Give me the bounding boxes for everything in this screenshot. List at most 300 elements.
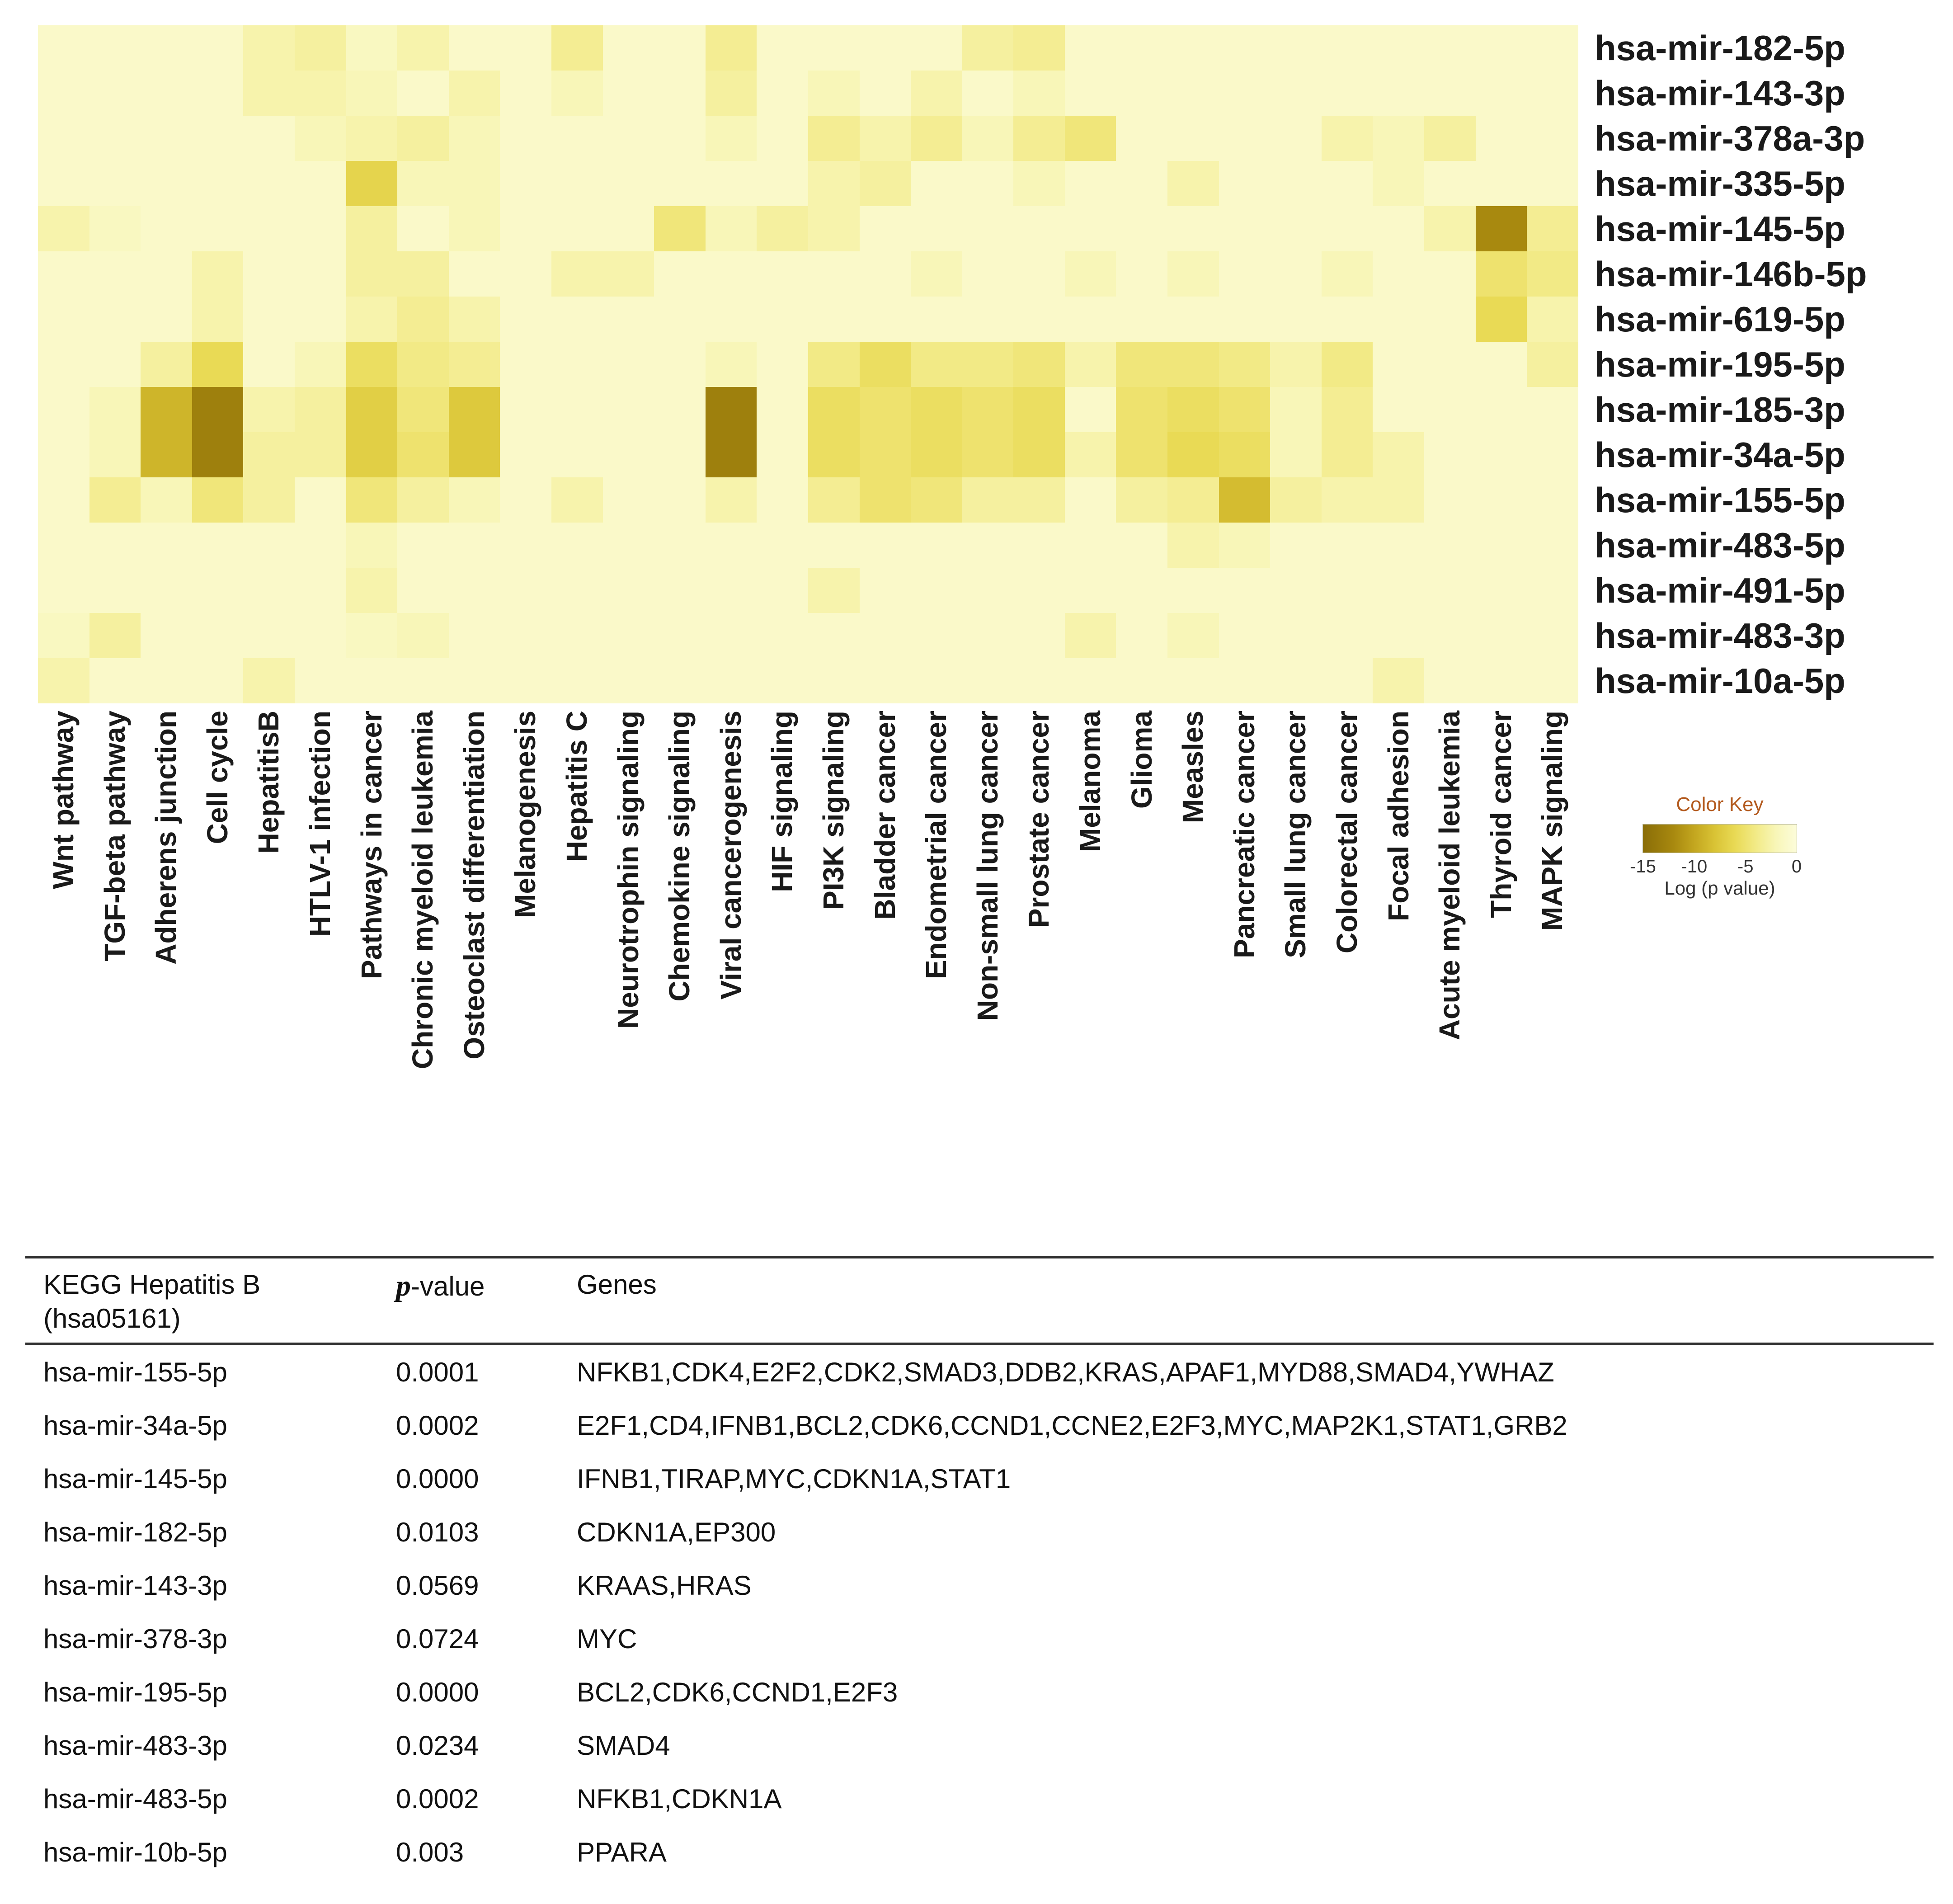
- heatmap-cell: [295, 523, 346, 568]
- heatmap-cell: [654, 523, 706, 568]
- heatmap-cell: [603, 342, 654, 387]
- heatmap-cell: [654, 297, 706, 342]
- heatmap-cell: [911, 658, 962, 703]
- heatmap-cell: [346, 477, 398, 523]
- heatmap-column-label: Glioma: [1125, 711, 1158, 809]
- heatmap-cell: [1527, 432, 1578, 477]
- heatmap-column-label: Melanogenesis: [509, 711, 542, 918]
- heatmap-cell: [1013, 25, 1065, 71]
- gene-table-row: [25, 1559, 1934, 1612]
- heatmap-cell: [603, 387, 654, 432]
- color-key-tick-label: -10: [1681, 857, 1708, 877]
- heatmap-cell: [1219, 658, 1271, 703]
- heatmap-cell: [551, 568, 603, 613]
- heatmap-cell: [962, 477, 1014, 523]
- gene-table-genes: NFKB1,CDK4,E2F2,CDK2,SMAD3,DDB2,KRAS,APAF1,MYD88,SMAD4,YWHAZ: [577, 1357, 1554, 1387]
- heatmap-cell: [706, 161, 757, 206]
- heatmap-cell: [1167, 71, 1219, 116]
- heatmap-cell: [192, 568, 244, 613]
- heatmap-row-label: hsa-mir-195-5p: [1595, 344, 1845, 384]
- heatmap-cell: [346, 613, 398, 658]
- heatmap-cell: [808, 523, 860, 568]
- heatmap-cell: [1424, 297, 1476, 342]
- heatmap-cell: [1065, 71, 1116, 116]
- heatmap-cell: [551, 342, 603, 387]
- heatmap-cell: [1424, 206, 1476, 251]
- heatmap-cell: [962, 71, 1014, 116]
- table-header-pvalue-rest: -value: [411, 1271, 485, 1301]
- heatmap-cell: [1270, 432, 1322, 477]
- heatmap-cell: [808, 613, 860, 658]
- heatmap-cell: [1527, 568, 1578, 613]
- gene-table-row: [25, 1452, 1934, 1505]
- heatmap-cell: [1476, 613, 1527, 658]
- heatmap-cell: [962, 432, 1014, 477]
- gene-table-mirna: hsa-mir-145-5p: [43, 1463, 227, 1494]
- gene-table-mirna: hsa-mir-378-3p: [43, 1623, 227, 1654]
- heatmap-cell: [1065, 387, 1116, 432]
- heatmap-cell: [1527, 477, 1578, 523]
- heatmap-cell: [757, 206, 808, 251]
- heatmap-cell: [860, 161, 911, 206]
- heatmap-cell: [1270, 206, 1322, 251]
- heatmap-cell: [89, 251, 141, 297]
- heatmap-cell: [551, 387, 603, 432]
- heatmap-cell: [243, 25, 295, 71]
- heatmap-cell: [397, 297, 449, 342]
- heatmap-cell: [860, 297, 911, 342]
- heatmap-cell: [141, 342, 192, 387]
- heatmap-cell: [757, 568, 808, 613]
- heatmap-cell: [89, 297, 141, 342]
- heatmap-cell: [706, 342, 757, 387]
- heatmap-cell: [860, 523, 911, 568]
- heatmap-cell: [757, 342, 808, 387]
- heatmap-cell: [1116, 342, 1167, 387]
- heatmap-cell: [808, 477, 860, 523]
- heatmap-cell: [1065, 206, 1116, 251]
- heatmap-cell: [1476, 71, 1527, 116]
- heatmap-row-label: hsa-mir-146b-5p: [1595, 254, 1867, 294]
- heatmap-cell: [38, 387, 89, 432]
- heatmap-cell: [1476, 658, 1527, 703]
- heatmap-cell: [911, 71, 962, 116]
- heatmap-cell: [1373, 116, 1424, 161]
- color-key: [1623, 793, 1817, 899]
- heatmap-cell: [192, 613, 244, 658]
- heatmap-cell: [860, 116, 911, 161]
- heatmap-cell: [346, 206, 398, 251]
- gene-table-pvalue: 0.0002: [396, 1783, 479, 1814]
- heatmap-cell: [1476, 477, 1527, 523]
- heatmap-cell: [243, 568, 295, 613]
- heatmap-cell: [38, 477, 89, 523]
- heatmap-cell: [397, 477, 449, 523]
- heatmap-cell: [962, 658, 1014, 703]
- heatmap-cell: [1065, 613, 1116, 658]
- heatmap-cell: [89, 71, 141, 116]
- heatmap-cell: [757, 432, 808, 477]
- heatmap-row-label: hsa-mir-145-5p: [1595, 209, 1845, 249]
- heatmap-cell: [962, 568, 1014, 613]
- heatmap-cell: [1167, 342, 1219, 387]
- heatmap-cell: [141, 71, 192, 116]
- heatmap-cell: [397, 25, 449, 71]
- heatmap-cell: [1322, 251, 1373, 297]
- heatmap-cell: [449, 161, 500, 206]
- heatmap-cell: [346, 116, 398, 161]
- heatmap-cell: [1167, 477, 1219, 523]
- heatmap-cell: [1373, 387, 1424, 432]
- heatmap-cell: [1167, 251, 1219, 297]
- gene-table-pvalue: 0.0000: [396, 1677, 479, 1707]
- heatmap-cell: [192, 25, 244, 71]
- heatmap-cell: [603, 477, 654, 523]
- color-key-tick-label: -15: [1630, 857, 1656, 877]
- heatmap-cell: [192, 251, 244, 297]
- heatmap-cell: [500, 116, 551, 161]
- heatmap-cell: [1013, 116, 1065, 161]
- heatmap-cell: [1527, 658, 1578, 703]
- heatmap-cell: [295, 387, 346, 432]
- heatmap-cell: [500, 568, 551, 613]
- heatmap-cell: [706, 297, 757, 342]
- heatmap-cell: [192, 161, 244, 206]
- gene-table-mirna: hsa-mir-10b-5p: [43, 1837, 227, 1867]
- heatmap-cell: [1167, 161, 1219, 206]
- heatmap-cell: [89, 342, 141, 387]
- color-key-ticks: [1630, 853, 1802, 877]
- heatmap-cell: [1373, 161, 1424, 206]
- gene-table-pvalue: 0.0569: [396, 1570, 479, 1601]
- heatmap-cell: [654, 25, 706, 71]
- heatmap-cell: [38, 206, 89, 251]
- heatmap-cell: [860, 387, 911, 432]
- heatmap-cell: [808, 568, 860, 613]
- heatmap-column-label: Prostate cancer: [1022, 711, 1055, 928]
- table-header-kegg-line2: (hsa05161): [43, 1303, 181, 1334]
- gene-table-mirna: hsa-mir-195-5p: [43, 1677, 227, 1707]
- heatmap-cell: [1219, 568, 1271, 613]
- heatmap-cell: [500, 523, 551, 568]
- heatmap-column-label: Non-small lung cancer: [971, 711, 1004, 1021]
- heatmap-cell: [295, 658, 346, 703]
- heatmap-cell: [192, 71, 244, 116]
- heatmap-column-label: Cell cycle: [201, 711, 234, 844]
- heatmap-cell: [1476, 342, 1527, 387]
- heatmap-cell: [962, 116, 1014, 161]
- heatmap-cell: [757, 297, 808, 342]
- heatmap-column-label: Small lung cancer: [1279, 711, 1312, 958]
- heatmap-cell: [1424, 432, 1476, 477]
- table-header-pvalue-italic-p: p: [396, 1269, 411, 1302]
- heatmap-cell: [808, 206, 860, 251]
- heatmap-cell: [38, 71, 89, 116]
- gene-table-genes: MYC: [577, 1623, 637, 1654]
- heatmap-cell: [808, 251, 860, 297]
- heatmap-cell: [243, 342, 295, 387]
- heatmap-cell: [38, 568, 89, 613]
- heatmap-cell: [757, 161, 808, 206]
- heatmap-cell: [1373, 613, 1424, 658]
- gene-table-row: [25, 1719, 1934, 1772]
- heatmap-cell: [808, 25, 860, 71]
- heatmap-cell: [449, 25, 500, 71]
- heatmap-cell: [192, 206, 244, 251]
- heatmap-cell: [1013, 658, 1065, 703]
- heatmap-cell: [551, 658, 603, 703]
- heatmap-cell: [911, 568, 962, 613]
- heatmap-cell: [1167, 613, 1219, 658]
- heatmap-cell: [243, 387, 295, 432]
- heatmap-cell: [1167, 116, 1219, 161]
- heatmap-cell: [141, 432, 192, 477]
- heatmap-cell: [1373, 477, 1424, 523]
- heatmap-cell: [860, 342, 911, 387]
- heatmap-cell: [860, 568, 911, 613]
- heatmap-row-label: hsa-mir-619-5p: [1595, 299, 1845, 339]
- heatmap-cell: [1476, 568, 1527, 613]
- heatmap-cell: [243, 523, 295, 568]
- heatmap-cell: [397, 387, 449, 432]
- heatmap-cell: [962, 297, 1014, 342]
- heatmap-cell: [654, 658, 706, 703]
- heatmap-cell: [1322, 116, 1373, 161]
- heatmap-cell: [192, 523, 244, 568]
- heatmap-cell: [38, 432, 89, 477]
- heatmap-cell: [295, 342, 346, 387]
- color-key-gradient: [1642, 824, 1797, 853]
- heatmap-cell: [192, 387, 244, 432]
- heatmap-cell: [500, 161, 551, 206]
- gene-table-pvalue: 0.003: [396, 1837, 464, 1867]
- heatmap-cell: [1527, 71, 1578, 116]
- heatmap-cell: [141, 161, 192, 206]
- heatmap-column-label: Viral cancerogenesis: [714, 711, 747, 1000]
- heatmap-cell: [1116, 523, 1167, 568]
- heatmap-cell: [1270, 161, 1322, 206]
- heatmap-cell: [397, 342, 449, 387]
- heatmap-cell: [346, 658, 398, 703]
- heatmap-cell: [295, 297, 346, 342]
- heatmap-cell: [654, 342, 706, 387]
- heatmap-cell: [449, 297, 500, 342]
- heatmap-cell: [808, 71, 860, 116]
- heatmap-cell: [1322, 387, 1373, 432]
- heatmap-cell: [397, 161, 449, 206]
- heatmap-cell: [1219, 297, 1271, 342]
- gene-table-pvalue: 0.0002: [396, 1410, 479, 1441]
- heatmap-cell: [1013, 477, 1065, 523]
- heatmap-cell: [449, 387, 500, 432]
- gene-table-row: [25, 1665, 1934, 1719]
- heatmap-cell: [1013, 523, 1065, 568]
- heatmap-cell: [449, 477, 500, 523]
- heatmap-cell: [757, 523, 808, 568]
- heatmap-cell: [1116, 568, 1167, 613]
- heatmap-cell: [1476, 297, 1527, 342]
- heatmap-cell: [38, 25, 89, 71]
- heatmap-cell: [551, 116, 603, 161]
- heatmap-cell: [1373, 251, 1424, 297]
- heatmap-cell: [346, 568, 398, 613]
- heatmap-column-label: Neurotrophin signaling: [612, 711, 645, 1029]
- heatmap-cell: [1116, 297, 1167, 342]
- heatmap-cell: [757, 251, 808, 297]
- heatmap-cell: [1065, 116, 1116, 161]
- heatmap-cell: [603, 206, 654, 251]
- heatmap-cell: [860, 206, 911, 251]
- heatmap-cell: [38, 251, 89, 297]
- heatmap-cell: [603, 297, 654, 342]
- heatmap-column-label: Measles: [1177, 711, 1209, 824]
- heatmap-cell: [1270, 477, 1322, 523]
- heatmap-cell: [500, 342, 551, 387]
- heatmap-cell: [192, 116, 244, 161]
- heatmap-cell: [397, 658, 449, 703]
- heatmap-cell: [141, 568, 192, 613]
- heatmap-cell: [243, 251, 295, 297]
- heatmap-cell: [757, 658, 808, 703]
- heatmap-cell: [1270, 297, 1322, 342]
- heatmap-cell: [1116, 25, 1167, 71]
- heatmap-cell: [89, 568, 141, 613]
- heatmap-column-label: HepatitisB: [252, 711, 285, 854]
- heatmap-cell: [397, 568, 449, 613]
- heatmap-cell: [1322, 613, 1373, 658]
- heatmap-cell: [295, 477, 346, 523]
- heatmap-cell: [1527, 25, 1578, 71]
- heatmap-cell: [603, 161, 654, 206]
- heatmap-cell: [654, 568, 706, 613]
- heatmap-cell: [500, 613, 551, 658]
- heatmap-cell: [1167, 658, 1219, 703]
- heatmap-cell: [449, 432, 500, 477]
- heatmap-cell: [346, 523, 398, 568]
- heatmap-cell: [1424, 251, 1476, 297]
- heatmap-cell: [603, 658, 654, 703]
- heatmap-cell: [1373, 206, 1424, 251]
- heatmap-cell: [860, 658, 911, 703]
- heatmap-cell: [603, 116, 654, 161]
- heatmap-cell: [757, 71, 808, 116]
- heatmap-cell: [1476, 25, 1527, 71]
- heatmap-cell: [192, 658, 244, 703]
- gene-table-row: [25, 1825, 1934, 1879]
- heatmap-cell: [911, 613, 962, 658]
- heatmap-cell: [1065, 297, 1116, 342]
- heatmap-cell: [1065, 25, 1116, 71]
- heatmap-cell: [500, 297, 551, 342]
- heatmap-row-label: hsa-mir-34a-5p: [1595, 435, 1845, 475]
- heatmap-cell: [38, 613, 89, 658]
- heatmap-column-label: Pancreatic cancer: [1228, 711, 1261, 958]
- heatmap-cell: [911, 477, 962, 523]
- heatmap-cell: [962, 251, 1014, 297]
- heatmap-column-label: Colorectal cancer: [1331, 711, 1363, 954]
- heatmap-cell: [346, 25, 398, 71]
- heatmap-cell: [1065, 251, 1116, 297]
- color-key-tick-label: 0: [1791, 857, 1802, 877]
- heatmap-cell: [1013, 568, 1065, 613]
- heatmap-cell: [1322, 568, 1373, 613]
- heatmap-cell: [911, 161, 962, 206]
- heatmap-cell: [1322, 206, 1373, 251]
- heatmap-cell: [141, 387, 192, 432]
- heatmap-cell: [808, 387, 860, 432]
- heatmap-cell: [38, 297, 89, 342]
- heatmap-cell: [1322, 432, 1373, 477]
- heatmap-cell: [654, 251, 706, 297]
- heatmap-cell: [38, 161, 89, 206]
- heatmap-cell: [706, 523, 757, 568]
- gene-table-pvalue: 0.0000: [396, 1463, 479, 1494]
- heatmap-cell: [1527, 161, 1578, 206]
- heatmap-cell: [449, 523, 500, 568]
- heatmap-cell: [1167, 25, 1219, 71]
- heatmap-cell: [1270, 116, 1322, 161]
- heatmap-cell: [706, 432, 757, 477]
- heatmap-column-label: Osteoclast differentiation: [457, 711, 490, 1060]
- heatmap-cell: [295, 613, 346, 658]
- heatmap-cell: [1373, 297, 1424, 342]
- heatmap-column-label: MAPK signaling: [1536, 711, 1569, 931]
- heatmap-cell: [1322, 25, 1373, 71]
- heatmap-cell: [1373, 523, 1424, 568]
- heatmap-cell: [141, 251, 192, 297]
- heatmap-cell: [1476, 206, 1527, 251]
- heatmap-column-label: Wnt pathway: [47, 711, 80, 889]
- heatmap-cell: [551, 477, 603, 523]
- heatmap-column-label: Acute myeloid leukemia: [1433, 711, 1466, 1041]
- gene-table-genes: BCL2,CDK6,CCND1,E2F3: [577, 1677, 898, 1707]
- heatmap-cell: [141, 523, 192, 568]
- heatmap-cell: [1219, 206, 1271, 251]
- heatmap-cell: [962, 387, 1014, 432]
- heatmap-cell: [500, 71, 551, 116]
- heatmap-cell: [706, 116, 757, 161]
- heatmap-cell: [808, 161, 860, 206]
- heatmap-column-label: Chemokine signaling: [663, 711, 696, 1002]
- heatmap-cell: [860, 251, 911, 297]
- heatmap-cell: [449, 206, 500, 251]
- heatmap-cell: [397, 116, 449, 161]
- gene-table-genes: CDKN1A,EP300: [577, 1517, 776, 1547]
- heatmap-cell: [243, 297, 295, 342]
- heatmap-column-label: Bladder cancer: [868, 711, 901, 920]
- heatmap-column-label: Melanoma: [1074, 711, 1106, 852]
- heatmap-cell: [962, 523, 1014, 568]
- heatmap-cell: [1116, 658, 1167, 703]
- table-header-pvalue: [387, 1268, 568, 1335]
- heatmap-cell: [1424, 477, 1476, 523]
- heatmap-cell: [1527, 206, 1578, 251]
- heatmap-cell: [757, 25, 808, 71]
- heatmap-cell: [1527, 613, 1578, 658]
- heatmap-cell: [757, 613, 808, 658]
- heatmap-cell: [500, 477, 551, 523]
- heatmap-cell: [1527, 342, 1578, 387]
- heatmap-cell: [1424, 71, 1476, 116]
- heatmap-cell: [500, 251, 551, 297]
- heatmap-grid: [38, 25, 1578, 703]
- heatmap-row-label: hsa-mir-155-5p: [1595, 480, 1845, 520]
- heatmap-cell: [500, 432, 551, 477]
- heatmap-cell: [1065, 432, 1116, 477]
- heatmap-cell: [1527, 387, 1578, 432]
- heatmap-row-label: hsa-mir-335-5p: [1595, 164, 1845, 203]
- heatmap-cell: [1065, 523, 1116, 568]
